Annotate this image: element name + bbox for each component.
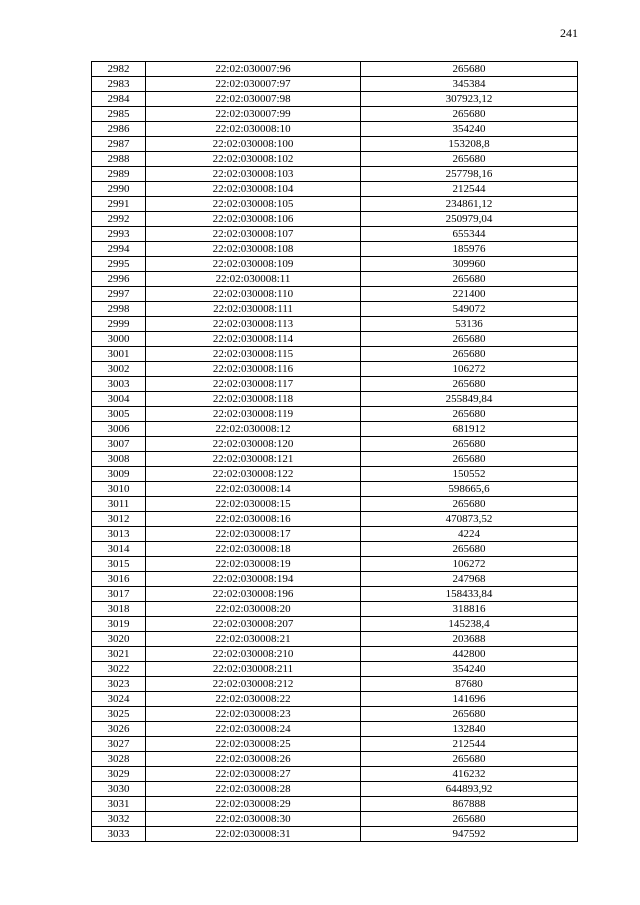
cadastral-value-cell: 318816 — [361, 602, 578, 617]
cadastral-number-cell: 22:02:030008:207 — [146, 617, 361, 632]
cadastral-number-cell: 22:02:030008:11 — [146, 272, 361, 287]
table-row — [92, 197, 578, 212]
table-row — [92, 377, 578, 392]
cadastral-value-cell: 354240 — [361, 662, 578, 677]
row-number-cell: 3030 — [92, 782, 146, 797]
cadastral-number-cell: 22:02:030008:113 — [146, 317, 361, 332]
row-number-cell: 3025 — [92, 707, 146, 722]
cadastral-number-cell: 22:02:030008:111 — [146, 302, 361, 317]
cadastral-number-cell: 22:02:030008:24 — [146, 722, 361, 737]
table-row — [92, 812, 578, 827]
row-number-cell: 3032 — [92, 812, 146, 827]
row-number-cell: 2990 — [92, 182, 146, 197]
table-row — [92, 122, 578, 137]
table-row — [92, 542, 578, 557]
table-row — [92, 512, 578, 527]
table-row — [92, 422, 578, 437]
table-row — [92, 752, 578, 767]
row-number-cell: 3006 — [92, 422, 146, 437]
table-row — [92, 722, 578, 737]
cadastral-number-cell: 22:02:030008:15 — [146, 497, 361, 512]
cadastral-value-cell: 265680 — [361, 812, 578, 827]
cadastral-number-cell: 22:02:030008:23 — [146, 707, 361, 722]
table-row — [92, 302, 578, 317]
cadastral-number-cell: 22:02:030008:115 — [146, 347, 361, 362]
row-number-cell: 2984 — [92, 92, 146, 107]
cadastral-value-cell: 867888 — [361, 797, 578, 812]
row-number-cell: 2992 — [92, 212, 146, 227]
row-number-cell: 3012 — [92, 512, 146, 527]
row-number-cell: 3024 — [92, 692, 146, 707]
row-number-cell: 3001 — [92, 347, 146, 362]
table-row — [92, 827, 578, 842]
cadastral-number-cell: 22:02:030008:14 — [146, 482, 361, 497]
cadastral-value-cell: 250979,04 — [361, 212, 578, 227]
table-row — [92, 362, 578, 377]
table-row — [92, 707, 578, 722]
cadastral-number-cell: 22:02:030008:107 — [146, 227, 361, 242]
cadastral-value-cell: 265680 — [361, 62, 578, 77]
cadastral-number-cell: 22:02:030008:105 — [146, 197, 361, 212]
table-row — [92, 287, 578, 302]
table-row — [92, 62, 578, 77]
row-number-cell: 3007 — [92, 437, 146, 452]
row-number-cell: 3011 — [92, 497, 146, 512]
cadastral-number-cell: 22:02:030008:18 — [146, 542, 361, 557]
row-number-cell: 3016 — [92, 572, 146, 587]
table-row — [92, 797, 578, 812]
table-row — [92, 137, 578, 152]
table-row — [92, 227, 578, 242]
cadastral-value-cell: 247968 — [361, 572, 578, 587]
row-number-cell: 2998 — [92, 302, 146, 317]
cadastral-value-cell: 416232 — [361, 767, 578, 782]
cadastral-value-cell: 265680 — [361, 752, 578, 767]
cadastral-number-cell: 22:02:030008:30 — [146, 812, 361, 827]
row-number-cell: 2985 — [92, 107, 146, 122]
cadastral-number-cell: 22:02:030008:12 — [146, 422, 361, 437]
cadastral-value-cell: 655344 — [361, 227, 578, 242]
cadastral-number-cell: 22:02:030007:96 — [146, 62, 361, 77]
cadastral-value-cell: 345384 — [361, 77, 578, 92]
cadastral-value-cell: 265680 — [361, 347, 578, 362]
cadastral-number-cell: 22:02:030008:212 — [146, 677, 361, 692]
cadastral-value-cell: 106272 — [361, 557, 578, 572]
cadastral-number-cell: 22:02:030008:104 — [146, 182, 361, 197]
cadastral-number-cell: 22:02:030008:27 — [146, 767, 361, 782]
table-row — [92, 782, 578, 797]
cadastral-number-cell: 22:02:030008:103 — [146, 167, 361, 182]
table-row — [92, 257, 578, 272]
cadastral-value-cell: 150552 — [361, 467, 578, 482]
cadastral-number-cell: 22:02:030007:98 — [146, 92, 361, 107]
cadastral-number-cell: 22:02:030008:210 — [146, 647, 361, 662]
cadastral-value-cell: 106272 — [361, 362, 578, 377]
row-number-cell: 3021 — [92, 647, 146, 662]
page-number: 241 — [560, 26, 578, 40]
table-row — [92, 482, 578, 497]
cadastral-value-cell: 212544 — [361, 737, 578, 752]
row-number-cell: 3014 — [92, 542, 146, 557]
cadastral-number-cell: 22:02:030008:100 — [146, 137, 361, 152]
table-row — [92, 767, 578, 782]
row-number-cell: 3004 — [92, 392, 146, 407]
cadastral-number-cell: 22:02:030008:29 — [146, 797, 361, 812]
table-row — [92, 212, 578, 227]
row-number-cell: 3013 — [92, 527, 146, 542]
row-number-cell: 3005 — [92, 407, 146, 422]
row-number-cell: 2994 — [92, 242, 146, 257]
row-number-cell: 3002 — [92, 362, 146, 377]
cadastral-number-cell: 22:02:030008:116 — [146, 362, 361, 377]
cadastral-number-cell: 22:02:030008:110 — [146, 287, 361, 302]
table-row — [92, 692, 578, 707]
table-row — [92, 572, 578, 587]
row-number-cell: 2999 — [92, 317, 146, 332]
cadastral-number-cell: 22:02:030008:120 — [146, 437, 361, 452]
table-row — [92, 467, 578, 482]
cadastral-value-cell: 265680 — [361, 707, 578, 722]
cadastral-value-cell: 265680 — [361, 407, 578, 422]
cadastral-value-cell: 681912 — [361, 422, 578, 437]
cadastral-value-cell: 307923,12 — [361, 92, 578, 107]
row-number-cell: 2987 — [92, 137, 146, 152]
row-number-cell: 3008 — [92, 452, 146, 467]
cadastral-value-cell: 145238,4 — [361, 617, 578, 632]
row-number-cell: 3029 — [92, 767, 146, 782]
row-number-cell: 3015 — [92, 557, 146, 572]
cadastral-number-cell: 22:02:030008:22 — [146, 692, 361, 707]
table-row — [92, 407, 578, 422]
cadastral-number-cell: 22:02:030008:28 — [146, 782, 361, 797]
cadastral-value-cell: 265680 — [361, 272, 578, 287]
cadastral-value-cell: 265680 — [361, 332, 578, 347]
row-number-cell: 3027 — [92, 737, 146, 752]
cadastral-number-cell: 22:02:030008:211 — [146, 662, 361, 677]
cadastral-number-cell: 22:02:030008:196 — [146, 587, 361, 602]
table-row — [92, 317, 578, 332]
table-row — [92, 92, 578, 107]
row-number-cell: 2996 — [92, 272, 146, 287]
cadastral-value-cell: 141696 — [361, 692, 578, 707]
row-number-cell: 2988 — [92, 152, 146, 167]
table-row — [92, 602, 578, 617]
cadastral-value-cell: 158433,84 — [361, 587, 578, 602]
table-row — [92, 557, 578, 572]
cadastral-number-cell: 22:02:030008:194 — [146, 572, 361, 587]
cadastral-number-cell: 22:02:030008:20 — [146, 602, 361, 617]
cadastral-value-cell: 203688 — [361, 632, 578, 647]
cadastral-value-cell: 132840 — [361, 722, 578, 737]
row-number-cell: 3023 — [92, 677, 146, 692]
table-row — [92, 527, 578, 542]
cadastral-number-cell: 22:02:030008:119 — [146, 407, 361, 422]
cadastral-number-cell: 22:02:030007:99 — [146, 107, 361, 122]
cadastral-number-cell: 22:02:030008:108 — [146, 242, 361, 257]
cadastral-value-cell: 153208,8 — [361, 137, 578, 152]
cadastral-number-cell: 22:02:030008:121 — [146, 452, 361, 467]
cadastral-value-cell: 234861,12 — [361, 197, 578, 212]
table-row — [92, 437, 578, 452]
table-row — [92, 452, 578, 467]
table-row — [92, 632, 578, 647]
cadastral-number-cell: 22:02:030008:109 — [146, 257, 361, 272]
cadastral-value-cell: 598665,6 — [361, 482, 578, 497]
cadastral-number-cell: 22:02:030008:21 — [146, 632, 361, 647]
cadastral-value-cell: 442800 — [361, 647, 578, 662]
row-number-cell: 3003 — [92, 377, 146, 392]
row-number-cell: 3000 — [92, 332, 146, 347]
row-number-cell: 2997 — [92, 287, 146, 302]
table-row — [92, 167, 578, 182]
cadastral-value-cell: 265680 — [361, 107, 578, 122]
row-number-cell: 3020 — [92, 632, 146, 647]
cadastral-number-cell: 22:02:030007:97 — [146, 77, 361, 92]
cadastral-value-cell: 4224 — [361, 527, 578, 542]
row-number-cell: 2993 — [92, 227, 146, 242]
cadastral-value-cell: 470873,52 — [361, 512, 578, 527]
cadastral-value-cell: 947592 — [361, 827, 578, 842]
cadastral-number-cell: 22:02:030008:122 — [146, 467, 361, 482]
row-number-cell: 3019 — [92, 617, 146, 632]
cadastral-value-cell: 53136 — [361, 317, 578, 332]
row-number-cell: 3026 — [92, 722, 146, 737]
cadastral-value-cell: 265680 — [361, 452, 578, 467]
row-number-cell: 2982 — [92, 62, 146, 77]
table-row — [92, 587, 578, 602]
cadastral-number-cell: 22:02:030008:17 — [146, 527, 361, 542]
table-row — [92, 107, 578, 122]
table-row — [92, 272, 578, 287]
table-row — [92, 347, 578, 362]
table-row — [92, 662, 578, 677]
table-row — [92, 152, 578, 167]
cadastral-value-cell: 87680 — [361, 677, 578, 692]
cadastral-value-cell: 265680 — [361, 377, 578, 392]
cadastral-value-cell: 354240 — [361, 122, 578, 137]
cadastral-number-cell: 22:02:030008:25 — [146, 737, 361, 752]
cadastral-number-cell: 22:02:030008:102 — [146, 152, 361, 167]
cadastral-value-cell: 265680 — [361, 542, 578, 557]
row-number-cell: 3009 — [92, 467, 146, 482]
cadastral-value-cell: 212544 — [361, 182, 578, 197]
table-row — [92, 182, 578, 197]
table-row — [92, 242, 578, 257]
row-number-cell: 3028 — [92, 752, 146, 767]
row-number-cell: 3022 — [92, 662, 146, 677]
cadastral-value-cell: 309960 — [361, 257, 578, 272]
cadastral-value-cell: 257798,16 — [361, 167, 578, 182]
row-number-cell: 2991 — [92, 197, 146, 212]
row-number-cell: 3017 — [92, 587, 146, 602]
cadastral-value-table — [91, 61, 578, 842]
cadastral-value-cell: 644893,92 — [361, 782, 578, 797]
cadastral-value-cell: 265680 — [361, 152, 578, 167]
table-row — [92, 737, 578, 752]
row-number-cell: 3018 — [92, 602, 146, 617]
row-number-cell: 3010 — [92, 482, 146, 497]
cadastral-number-cell: 22:02:030008:16 — [146, 512, 361, 527]
cadastral-number-cell: 22:02:030008:31 — [146, 827, 361, 842]
cadastral-number-cell: 22:02:030008:106 — [146, 212, 361, 227]
cadastral-value-cell: 265680 — [361, 437, 578, 452]
row-number-cell: 2983 — [92, 77, 146, 92]
cadastral-number-cell: 22:02:030008:117 — [146, 377, 361, 392]
cadastral-number-cell: 22:02:030008:26 — [146, 752, 361, 767]
table-row — [92, 392, 578, 407]
table-row — [92, 497, 578, 512]
table-row — [92, 332, 578, 347]
cadastral-number-cell: 22:02:030008:114 — [146, 332, 361, 347]
row-number-cell: 3031 — [92, 797, 146, 812]
row-number-cell: 2989 — [92, 167, 146, 182]
cadastral-value-cell: 265680 — [361, 497, 578, 512]
cadastral-number-cell: 22:02:030008:118 — [146, 392, 361, 407]
table-row — [92, 617, 578, 632]
table-body — [92, 62, 578, 842]
cadastral-value-cell: 549072 — [361, 302, 578, 317]
table-row — [92, 647, 578, 662]
cadastral-value-cell: 221400 — [361, 287, 578, 302]
cadastral-value-cell: 185976 — [361, 242, 578, 257]
cadastral-number-cell: 22:02:030008:10 — [146, 122, 361, 137]
row-number-cell: 3033 — [92, 827, 146, 842]
cadastral-number-cell: 22:02:030008:19 — [146, 557, 361, 572]
row-number-cell: 2995 — [92, 257, 146, 272]
row-number-cell: 2986 — [92, 122, 146, 137]
cadastral-value-cell: 255849,84 — [361, 392, 578, 407]
table-row — [92, 77, 578, 92]
table-row — [92, 677, 578, 692]
